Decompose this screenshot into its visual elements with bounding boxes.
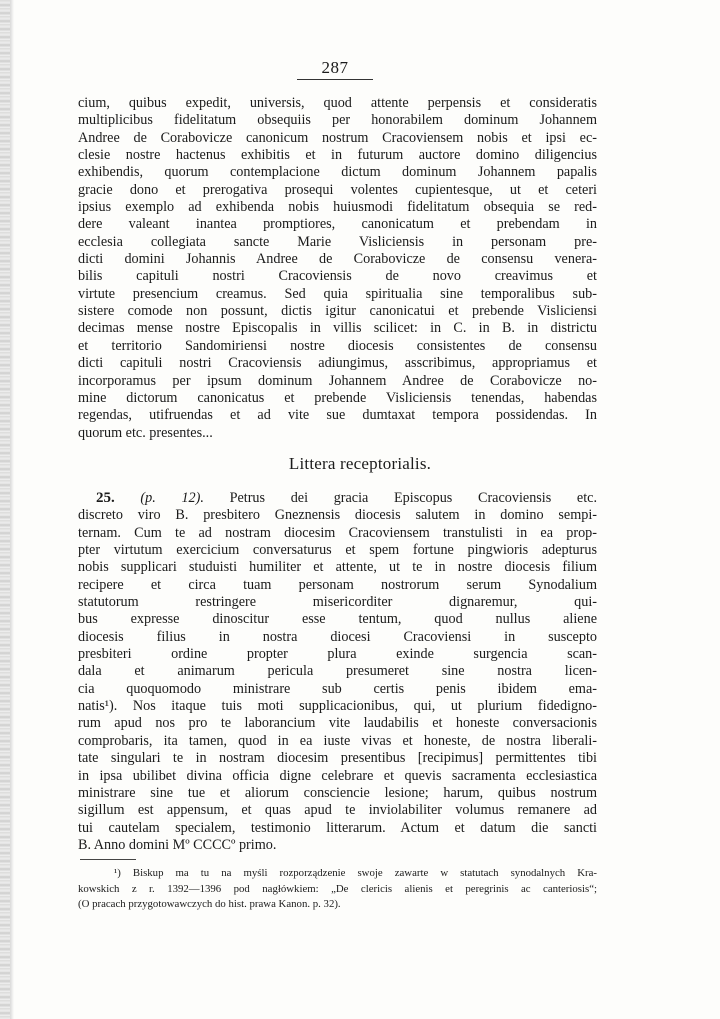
text-line: dicti capituli nostri Cracoviensis adiungimus, asscribimus, appropriamus et [78, 355, 597, 372]
text-line: diocesis filius in nostra diocesi Cracoviensi in suscepto [78, 628, 597, 645]
text-line: discreto viro B. presbitero Gneznensis diocesis salutem in domino sempi- [78, 507, 597, 524]
text-line: exhibendis, quorum contemplacione dictum dominum Johannem papalis [78, 164, 597, 181]
footnote-line: ¹) Biskup ma tu na myśli rozporządzenie swoje zawarte w statutach synodalnych Kra- [114, 867, 597, 879]
text-line: ecclesia collegiata sancte Marie Visliciensis in personam pre- [78, 233, 597, 250]
text-line: bus expresse dinoscitur esse tentum, quod nullus aliene [78, 611, 597, 628]
text-line: quorum etc. presentes... [78, 424, 213, 441]
text-line: virtute presencium creamus. Sed quia spiritualia sine temporalibus sub- [78, 285, 597, 302]
section-title: Littera receptorialis. [288, 454, 432, 473]
footnote-line: (O pracach przygotowawczych do hist. prawa Kanon. p. 32). [78, 898, 341, 910]
text-line: ipsius exemplo ad exhibenda nobis huiusmodi fidelitatum obsequia se red- [78, 199, 597, 216]
text-line: ternam. Cum te ad nostram diocesim Cracoviensem transtulisti in ea prop- [78, 524, 597, 541]
text-line: decimas mense nostre Episcopalis in villis scilicet: in C. in B. in districtu [78, 320, 597, 337]
text-line: natis¹). Nos itaque tuis moti supplicacionibus, qui, ut plurium fidedigno- [78, 698, 597, 715]
text-line: B. Anno domini Mº CCCCº primo. [78, 836, 277, 853]
text-line: comprobaris, ita tamen, quod in ea iuste vivas et honeste, de nostra liberali- [78, 732, 597, 749]
text-line: ministrare sine tue et aliorum consciencie lesione; harum, quibus nostrum [78, 784, 597, 801]
text-line: sistere comode non possunt, dictis igitur canonicatui et prebende Visliciensi [78, 303, 597, 320]
text-line-rest: Petrus dei gracia Episcopus Cracoviensis etc. [229, 490, 598, 506]
footnote-divider [80, 859, 136, 860]
text-line: nobis supplicari studuisti humiliter et attente, ut te in nostre diocesis filium [78, 559, 597, 576]
paragraph-1 [78, 95, 597, 442]
text-line: statutorum restringere misericorditer dignaremur, qui- [78, 594, 597, 611]
scan-edge-gradient [10, 0, 14, 1019]
text-line-first [78, 490, 597, 507]
text-line: dere valeant inantea promptiores, canonicatum et prebendam in [78, 216, 597, 233]
text-line: tui cautelam specialem, testimonio litterarum. Actum et datum die sancti [78, 819, 597, 836]
footnote-line: kowskich z r. 1392—1396 pod nagłówkiem: „De clericis alienis et peregrinis ac canteriosis“; [78, 882, 597, 895]
text-line: dala et animarum pericula presumeret sine nostra licen- [78, 663, 597, 680]
entry-number: 25. [96, 490, 115, 506]
page-number: 287 [297, 58, 373, 80]
paragraph-2 [78, 490, 597, 854]
text-line: cium, quibus expedit, universis, quod attente perpensis et consideratis [78, 95, 597, 111]
text-line: Andree de Corabovicze canonicum nostrum Cracoviensem nobis et ipsi ec- [78, 129, 597, 146]
text-line: gracie dono et prerogativa prosequi volentes cupientesque, ut et ceteri [78, 181, 597, 198]
text-line: multiplicibus fidelitatum obsequiis per honorabilem dominum Johannem [78, 112, 597, 129]
text-line: in ipsa ubilibet divina officia digne celebrare et quevis sacramenta ecclesiastica [78, 767, 597, 784]
text-line: bilis capituli nostri Cracoviensis de novo creavimus et [78, 268, 597, 285]
text-line: presbiteri ordine propter plura exinde surgencia scan- [78, 646, 597, 663]
text-line: et territorio Sandomiriensi nostre diocesis consistentes de consensu [78, 337, 597, 354]
text-line: tate singulari te in nostram diocesim presentibus [recipimus] permittentes tibi [78, 750, 597, 767]
footnote [78, 866, 597, 913]
page-reference: (p. 12). [140, 490, 204, 506]
text-line: cia quoquomodo ministrare sub certis penis ibidem ema- [78, 680, 597, 697]
text-line: mine dictorum canonicatus et prebende Visliciensis tenendas, habendas [78, 389, 597, 406]
text-line: recipere et circa tuam personam nostrorum serum Synodalium [78, 576, 597, 593]
text-line: regendas, utifruendas et ad vite sue dumtaxat tempora possidendas. In [78, 407, 597, 424]
text-line: pter virtutum exercicium conversaturus et spem fortune pingwioris adepturus [78, 542, 597, 559]
scan-edge-shadow [0, 0, 10, 1019]
text-line: incorporamus per ipsum dominum Johannem Andree de Corabovicze no- [78, 372, 597, 389]
text-line: dicti domini Johannis Andree de Corabovicze de consensu venera- [78, 251, 597, 268]
text-line: sigillum est appensum, et quas apud te inviolabiliter volumus remanere ad [78, 802, 597, 819]
text-line: clesie nostre hactenus exhibitis et in futurum auctore domino diligencius [78, 147, 597, 164]
text-line: rum apud nos pro te laborancium vite laudabilis et honeste conversacionis [78, 715, 597, 732]
